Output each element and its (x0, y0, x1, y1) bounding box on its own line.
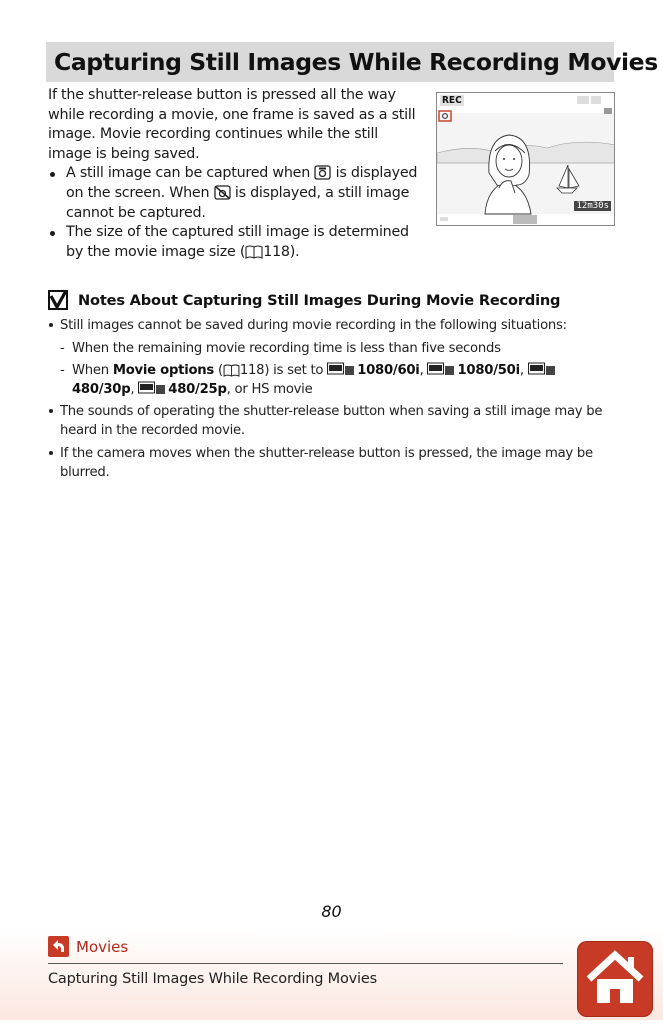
camera-icon (314, 165, 331, 180)
section-label[interactable]: Movies (76, 937, 129, 956)
intro-section (48, 86, 420, 262)
list-item (48, 223, 420, 262)
resolution-label: 480/30p (72, 382, 131, 397)
bullet-text: The size of the captured still image is determined by the movie image size ( (66, 224, 409, 260)
page-reference: 118 (239, 363, 265, 378)
notes-title: Notes About Capturing Still Images During Movie Recording (78, 291, 561, 309)
footer-edge (0, 1020, 663, 1028)
resolution-1080-icon (327, 362, 355, 376)
home-icon (577, 941, 653, 1017)
notes-header (48, 290, 560, 310)
list-item: Still images cannot be saved during movie recording in the following situations: (48, 316, 618, 335)
page-number: 80 (321, 902, 342, 921)
sub-text: When (72, 363, 109, 378)
resolution-1080-icon (427, 362, 455, 376)
notes-section (48, 316, 618, 486)
resolution-label: 1080/50i (457, 363, 520, 378)
section-link-movies[interactable] (48, 936, 128, 957)
page-title: Capturing Still Images While Recording Movies (54, 48, 658, 76)
bullet-text: is displayed on the screen. When (66, 165, 418, 201)
resolution-480-icon (138, 381, 166, 395)
page-reference: 118 (263, 243, 290, 260)
home-button[interactable] (577, 941, 653, 1017)
resolution-label: 480/25p (168, 382, 227, 397)
recording-time-readout: 12m30s (576, 201, 609, 211)
back-arrow-icon (48, 936, 69, 957)
book-reference-icon (223, 364, 240, 377)
camera-disabled-icon (214, 185, 231, 200)
bullet-text: is displayed, a still image cannot be captured. (66, 184, 410, 221)
sub-text: ) is set to (264, 363, 324, 378)
check-mark-icon (48, 290, 68, 310)
movie-options-label: Movie options (112, 363, 215, 378)
rec-indicator: REC (442, 95, 462, 106)
bullet-text: ). (289, 243, 300, 260)
list-item: The sounds of operating the shutter-release button when saving a still image may be heard in the recorded movie. (48, 402, 618, 440)
resolution-480-icon (528, 362, 556, 376)
sub-list-item: - When Movie options ( 118) is set to 1080/60i, 1080/50i, 480/30p, 480/25p, or HS movie (48, 361, 618, 399)
camera-screen-illustration (436, 92, 615, 226)
resolution-label: 1080/60i (357, 363, 420, 378)
list-item (48, 164, 420, 223)
intro-paragraph: If the shutter-release button is pressed all the way while recording a movie, one frame is saved as a still image. Movie recording continues while the still image is being saved. (48, 87, 416, 162)
bullet-text: A still image can be captured when (66, 165, 311, 182)
footer-divider (48, 963, 563, 964)
sub-list-item: - When the remaining movie recording time is less than five seconds (48, 339, 618, 358)
sub-text: , or HS movie (226, 382, 313, 397)
title-bar (46, 42, 658, 82)
breadcrumb[interactable]: Capturing Still Images While Recording Movies (48, 971, 377, 987)
list-item: If the camera moves when the shutter-release button is pressed, the image may be blurred. (48, 444, 618, 482)
sub-text: ( (218, 363, 223, 378)
book-reference-icon (245, 245, 263, 259)
intro-bullets (48, 164, 420, 262)
